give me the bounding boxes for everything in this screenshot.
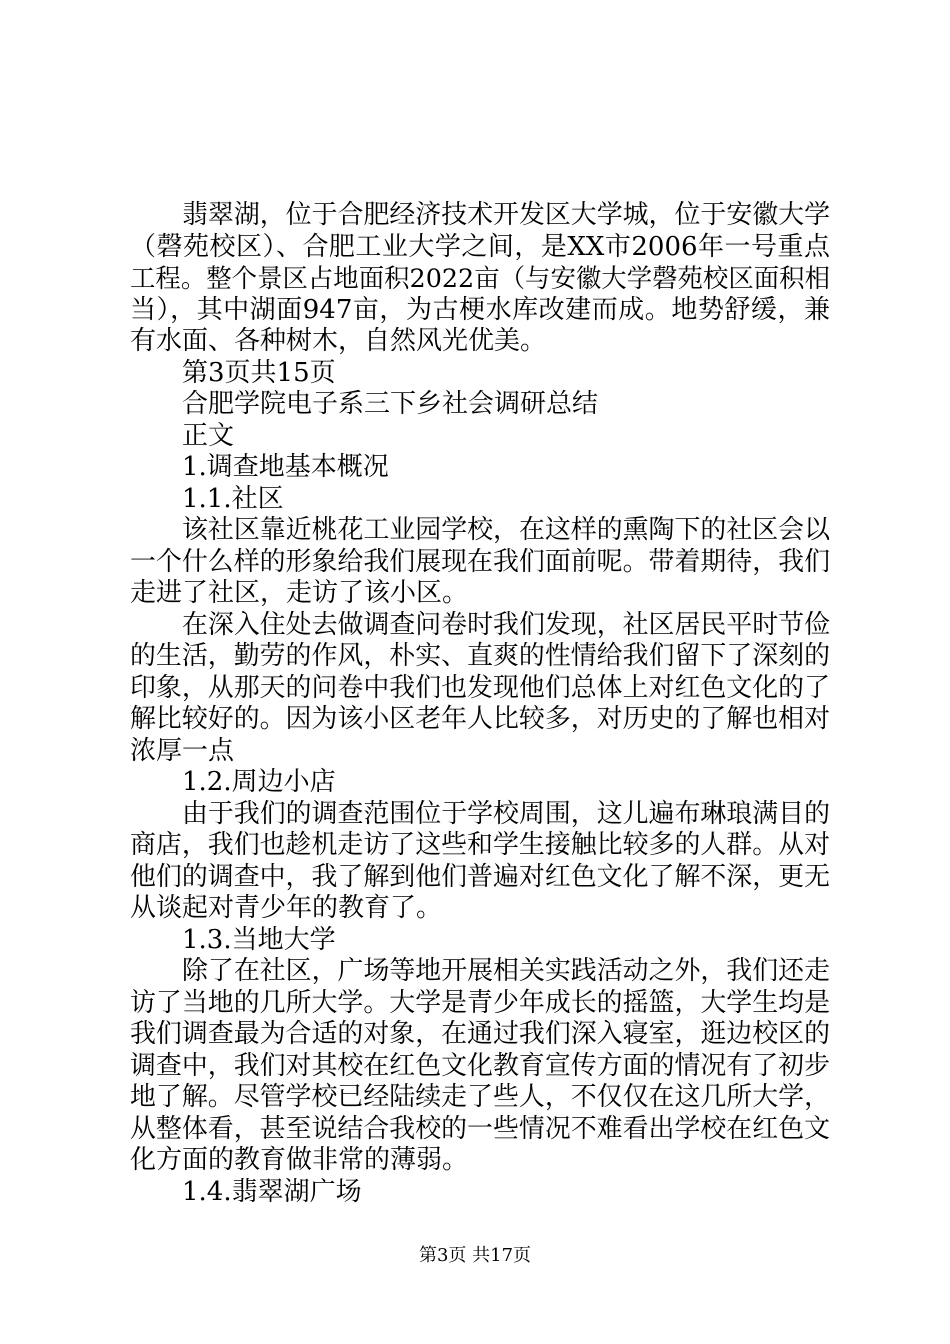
text-line: 工程。整个景区占地面积2022亩（与安徽大学磬苑校区面积相	[130, 263, 830, 293]
text-line: 商店，我们也趁机走访了这些和学生接触比较多的人群。从对	[130, 830, 830, 860]
text-line: 由于我们的调查范围位于学校周围，这儿遍布琳琅满目的	[182, 798, 830, 829]
text-line: 1.3.当地大学	[182, 924, 336, 955]
text-line: 从谈起对青少年的教育了。	[130, 893, 443, 923]
text-line: 有水面、各种树木，自然风光优美。	[130, 326, 547, 356]
text-line: 在深入住处去做调查问卷时我们发现，社区居民平时节俭	[182, 609, 830, 640]
text-line: 一个什么样的形象给我们展现在我们面前呢。带着期待，我们	[130, 546, 830, 577]
text-line: 从整体看，甚至说结合我校的一些情况不难看出学校在红色文	[130, 1113, 830, 1144]
text-line: 第3页共15页	[182, 357, 336, 388]
text-line: 访了当地的几所大学。大学是青少年成长的摇篮，大学生均是	[130, 987, 830, 1018]
page-footer: 第3页 共17页	[418, 1245, 532, 1266]
text-line: 浓厚一点	[130, 735, 235, 766]
text-line: 解比较好的。因为该小区老年人比较多，对历史的了解也相对	[130, 704, 830, 734]
text-line: 当），其中湖面947亩，为古梗水库改建而成。地势舒缓，兼	[130, 294, 830, 325]
text-line: 正文	[182, 420, 235, 451]
text-line: 化方面的教育做非常的薄弱。	[130, 1145, 469, 1175]
text-line: 合肥学院电子系三下乡社会调研总结	[182, 389, 599, 419]
text-line: 的生活，勤劳的作风，朴实、直爽的性情给我们留下了深刻的	[130, 641, 830, 671]
text-line: 走进了社区，走访了该小区。	[130, 578, 469, 608]
text-line: 我们调查最为合适的对象，在通过我们深入寝室，逛边校区的	[130, 1019, 830, 1049]
text-line: （磬苑校区）、合肥工业大学之间，是XX市2006年一号重点	[130, 231, 830, 262]
text-line: 调查中，我们对其校在红色文化教育宣传方面的情况有了初步	[130, 1050, 830, 1081]
text-line: 地了解。尽管学校已经陆续走了些人，不仅仅在这几所大学，	[130, 1082, 830, 1112]
text-line: 1.1.社区	[182, 483, 284, 514]
text-line: 1.4.翡翠湖广场	[182, 1176, 362, 1207]
text-line: 该社区靠近桃花工业园学校，在这样的熏陶下的社区会以	[182, 515, 830, 545]
text-line: 1.调查地基本概况	[182, 452, 389, 482]
document-body	[130, 200, 830, 1208]
text-line: 翡翠湖，位于合肥经济技术开发区大学城，位于安徽大学	[182, 200, 830, 230]
text-line: 他们的调查中，我了解到他们普遍对红色文化了解不深，更无	[130, 861, 830, 892]
text-line: 除了在社区，广场等地开展相关实践活动之外，我们还走	[182, 956, 830, 986]
text-line: 印象，从那天的问卷中我们也发现他们总体上对红色文化的了	[130, 672, 830, 703]
text-line: 1.2.周边小店	[182, 767, 336, 797]
